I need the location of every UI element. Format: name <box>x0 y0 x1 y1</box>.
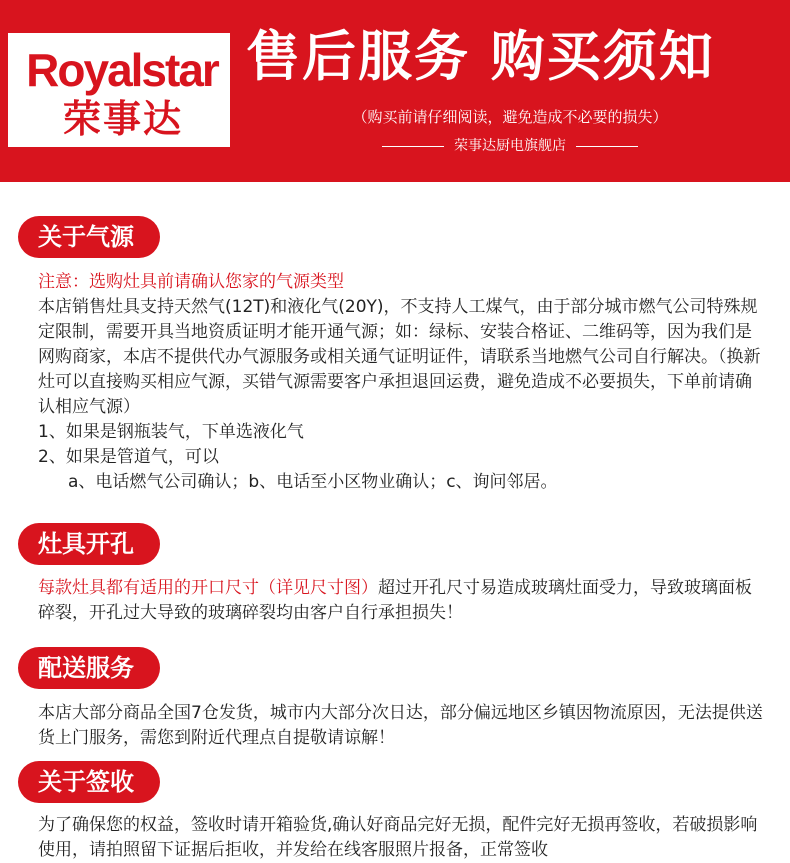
divider-line-right <box>576 146 638 147</box>
section-body-delivery <box>38 701 768 751</box>
page-title: 售后服务 购买须知 <box>246 25 715 88</box>
delivery-description: 本店大部分商品全国7仓发货，城市内大部分次日达，部分偏远地区乡镇因物流原因，无法提供送货上门服务，需您到附近代理点自提敬请谅解！ <box>38 703 763 748</box>
receipt-description: 为了确保您的权益，签收时请开箱验货,确认好商品完好无损，配件完好无损再签收，若破损影响使用，请拍照留下证据后拒收，并发给在线客服照片报备，正常签收 <box>38 815 758 860</box>
brand-logo <box>8 33 230 147</box>
section-body-hole <box>38 576 768 626</box>
divider-line-left <box>382 146 444 147</box>
gas-notice: 注意：选购灶具前请确认您家的气源类型 <box>38 272 344 292</box>
store-name-row <box>370 136 650 156</box>
gas-item-2: 2、如果是管道气，可以 <box>38 447 219 467</box>
section-heading-receipt: 关于签收 <box>18 761 160 803</box>
section-body-receipt <box>38 813 768 863</box>
hole-description: 超过开孔尺寸易造成玻璃灶面受力，导致玻璃面板碎裂，开孔过大导致的玻璃碎裂均由客户自行承担损失！ <box>38 578 752 623</box>
gas-description: 本店销售灶具支持天然气(12T)和液化气(20Y)，不支持人工煤气，由于部分城市燃气公司特殊规定限制，需要开具当地资质证明才能开通气源；如：绿标、安装合格证、二维码等，因为我们是网购商家，本店不提供代办气源服务或相关通气证明证件，请联系当地燃气公司自行解决。（换新灶可以直接购买相应气源，买错气源需要客户承担退回运费，避免造成不必要损失，下单前请确认相应气源） <box>38 297 761 417</box>
section-heading-hole: 灶具开孔 <box>18 523 160 565</box>
logo-wordmark-en: Royalstar <box>26 44 218 96</box>
gas-item-1: 1、如果是钢瓶装气，下单选液化气 <box>38 422 304 442</box>
page-subtitle: （购买前请仔细阅读，避免造成不必要的损失） <box>352 108 668 126</box>
logo-wordmark-cn: 荣事达 <box>62 97 183 141</box>
store-name: 荣事达厨电旗舰店 <box>454 138 566 154</box>
section-body-gas <box>38 270 768 495</box>
section-heading-gas: 关于气源 <box>18 216 160 258</box>
section-heading-delivery: 配送服务 <box>18 647 160 689</box>
hole-highlight: 每款灶具都有适用的开口尺寸（详见尺寸图） <box>38 578 378 598</box>
gas-item-2-detail: a、电话燃气公司确认；b、电话至小区物业确认；c、询问邻居。 <box>68 472 558 492</box>
header-banner <box>0 0 790 182</box>
